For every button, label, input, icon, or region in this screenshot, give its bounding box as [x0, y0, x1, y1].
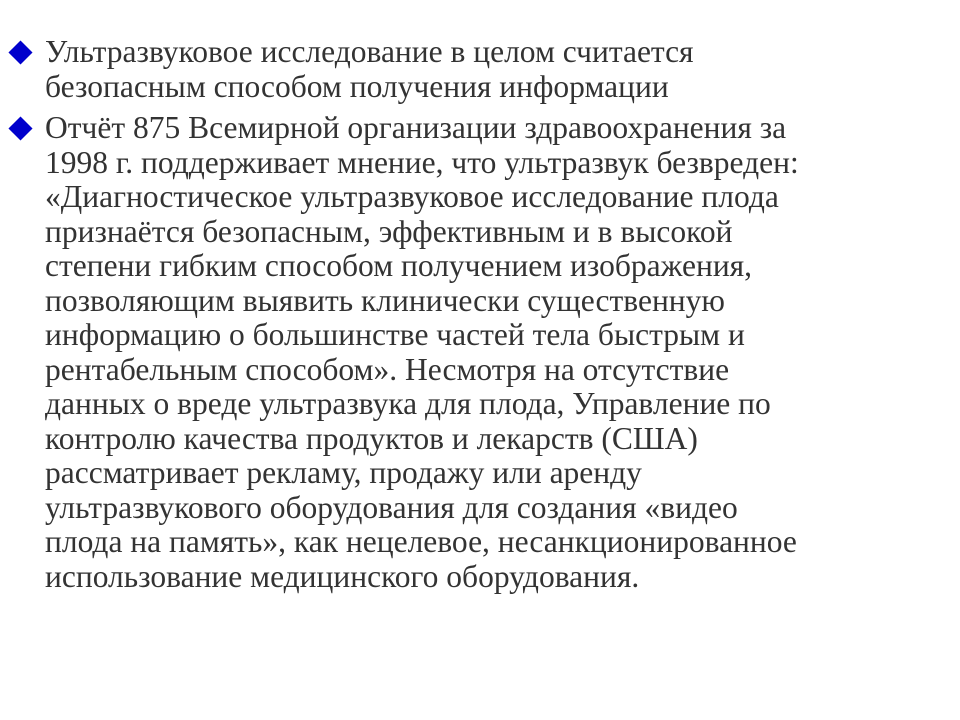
bullet-2-line-2: 1998 г. поддерживает мнение, что ультразвук безвреден: — [45, 144, 799, 180]
bullet-2-line-3: «Диагностическое ультразвуковое исследование плода — [45, 179, 779, 214]
bullet-2-line-5: степени гибким способом получением изображения, — [45, 248, 753, 283]
diamond-bullet-icon — [8, 40, 32, 64]
bullet-text-1 — [45, 35, 945, 104]
bullet-1-line-1: Ультразвуковое исследование в целом считается — [45, 34, 694, 69]
bullet-2-line-12: ультразвукового оборудования для создания «видео — [45, 489, 738, 525]
bullet-2-line-10: контролю качества продуктов и лекарств (США) — [45, 420, 698, 456]
bullet-2-line-13: плода на память», как нецелевое, несанкционированное — [45, 524, 797, 559]
bullet-2-line-14: использование медицинского оборудования. — [45, 558, 640, 594]
bullet-2-line-11: рассматривает рекламу, продажу или аренду — [45, 455, 642, 490]
bullet-2-line-4: признаётся безопасным, эффективным и в высокой — [45, 213, 733, 249]
bullet-2-line-6: позволяющим выявить клинически существенную — [45, 282, 725, 318]
bullet-2-line-9: данных о вреде ультразвука для плода, Управление по — [45, 386, 771, 421]
diamond-bullet-icon — [8, 116, 32, 140]
bullet-1-line-2: безопасным способом получения информации — [45, 68, 669, 104]
bullet-2-line-1: Отчёт 875 Всемирной организации здравоохранения за — [45, 110, 787, 145]
bullet-text-2 — [45, 111, 945, 594]
bullet-2-line-7: информацию о большинстве частей тела быстрым и — [45, 317, 745, 352]
bullet-2-line-8: рентабельным способом». Несмотря на отсутствие — [45, 351, 730, 387]
